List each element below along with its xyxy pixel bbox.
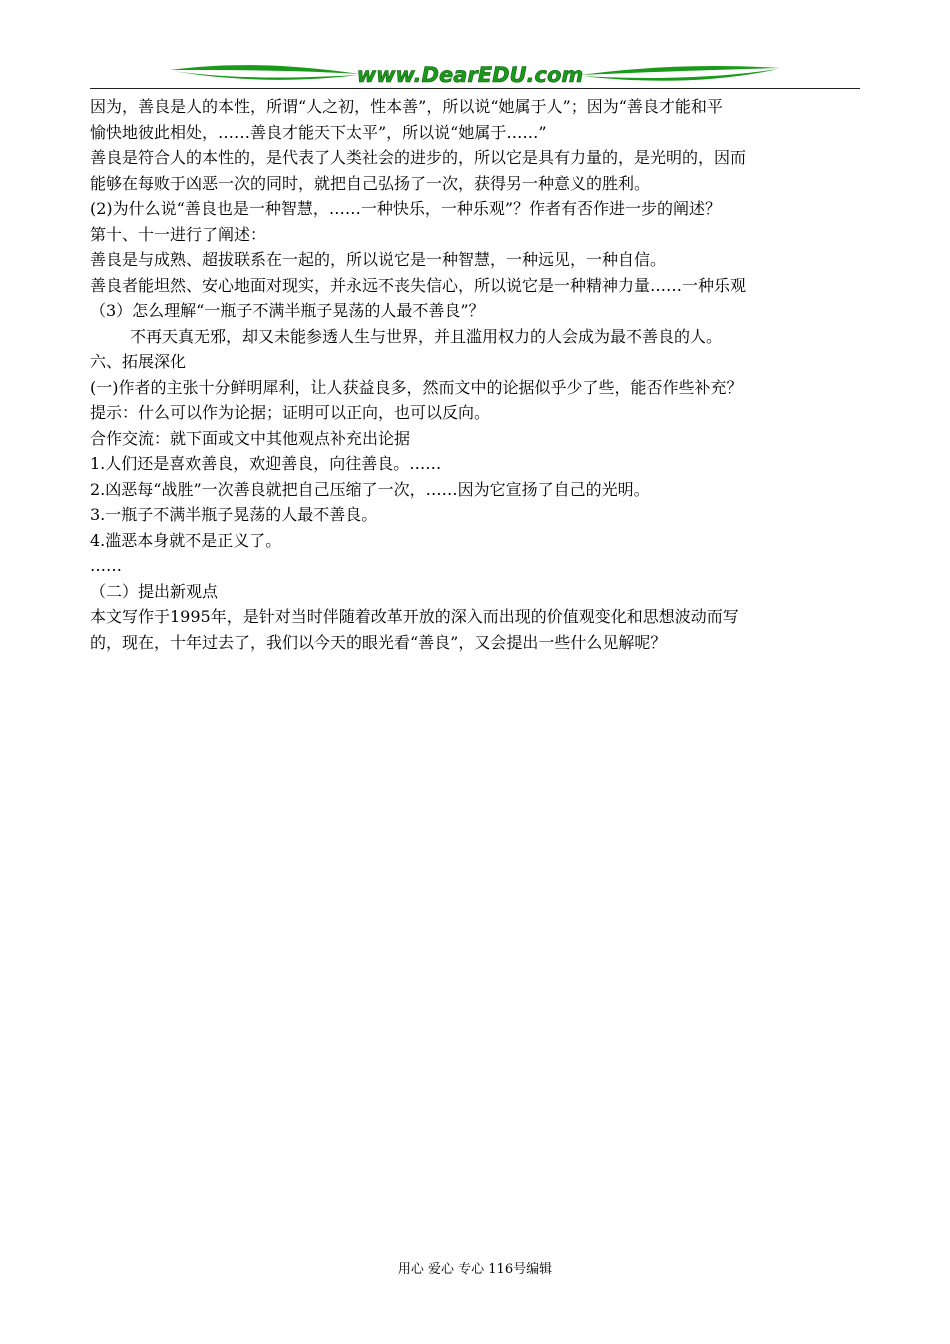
paragraph-line: 善良者能坦然、安心地面对现实，并永远不丧失信心，所以说它是一种精神力量……一种乐观 bbox=[90, 275, 747, 295]
answer-line: 不再天真无邪，却又未能参透人生与世界，并且滥用权力的人会成为最不善良的人。 bbox=[130, 326, 723, 346]
paragraph-line: 能够在每败于凶恶一次的同时，就把自己弘扬了一次，获得另一种意义的胜利。 bbox=[90, 173, 651, 193]
left-swoosh-icon bbox=[170, 65, 360, 80]
document-body bbox=[90, 94, 870, 655]
question-line: (2)为什么说“善良也是一种智慧，……一种快乐，一种乐观”？作者有否作进一步的阐述？ bbox=[90, 199, 722, 218]
paragraph-line: 善良是符合人的本性的，是代表了人类社会的进步的，所以它是具有力量的，是光明的，因而 bbox=[90, 148, 747, 167]
list-item: 1.人们还是喜欢善良，欢迎善良，向往善良。…… bbox=[90, 454, 442, 473]
paragraph-line: 愉快地彼此相处，……善良才能天下太平”，所以说“她属于……” bbox=[90, 122, 547, 142]
paragraph-line: 善良是与成熟、超拔联系在一起的，所以说它是一种智慧，一种远见，一种自信。 bbox=[90, 250, 667, 269]
header-banner bbox=[90, 58, 860, 90]
paragraph-line: 提示：什么可以作为论据；证明可以正向，也可以反向。 bbox=[90, 403, 491, 422]
site-name: www.DearEDU.com bbox=[356, 63, 584, 87]
list-ellipsis: …… bbox=[90, 556, 122, 575]
question-line: (一)作者的主张十分鲜明犀利，让人获益良多，然而文中的论据似乎少了些，能否作些补充？ bbox=[90, 377, 743, 397]
list-item: 4.滥恶本身就不是正义了。 bbox=[90, 530, 282, 550]
list-item: 3.一瓶子不满半瓶子晃荡的人最不善良。 bbox=[90, 505, 378, 524]
section-heading: 六、拓展深化 bbox=[90, 352, 187, 371]
paragraph-line: 的，现在，十年过去了，我们以今天的眼光看“善良”，又会提出一些什么见解呢？ bbox=[90, 632, 667, 652]
page-footer: 用心 爱心 专心 116号编辑 bbox=[397, 1262, 553, 1277]
right-swoosh-icon bbox=[580, 66, 780, 81]
paragraph-line: 因为，善良是人的本性，所谓“人之初，性本善”，所以说“她属于人”；因为“善良才能和平 bbox=[90, 97, 723, 116]
subsection-heading: （二）提出新观点 bbox=[90, 581, 219, 601]
header-rule bbox=[90, 88, 860, 89]
paragraph-line: 合作交流：就下面或文中其他观点补充出论据 bbox=[90, 428, 411, 448]
site-logo-banner bbox=[90, 58, 860, 90]
paragraph-line: 第十、十一进行了阐述： bbox=[90, 224, 267, 244]
paragraph-line: 本文写作于1995年，是针对当时伴随着改革开放的深入而出现的价值观变化和思想波动而写 bbox=[90, 607, 739, 626]
question-line: （3）怎么理解“一瓶子不满半瓶子晃荡的人最不善良”？ bbox=[90, 301, 485, 320]
list-item: 2.凶恶每“战胜”一次善良就把自己压缩了一次，……因为它宣扬了自己的光明。 bbox=[90, 479, 650, 499]
